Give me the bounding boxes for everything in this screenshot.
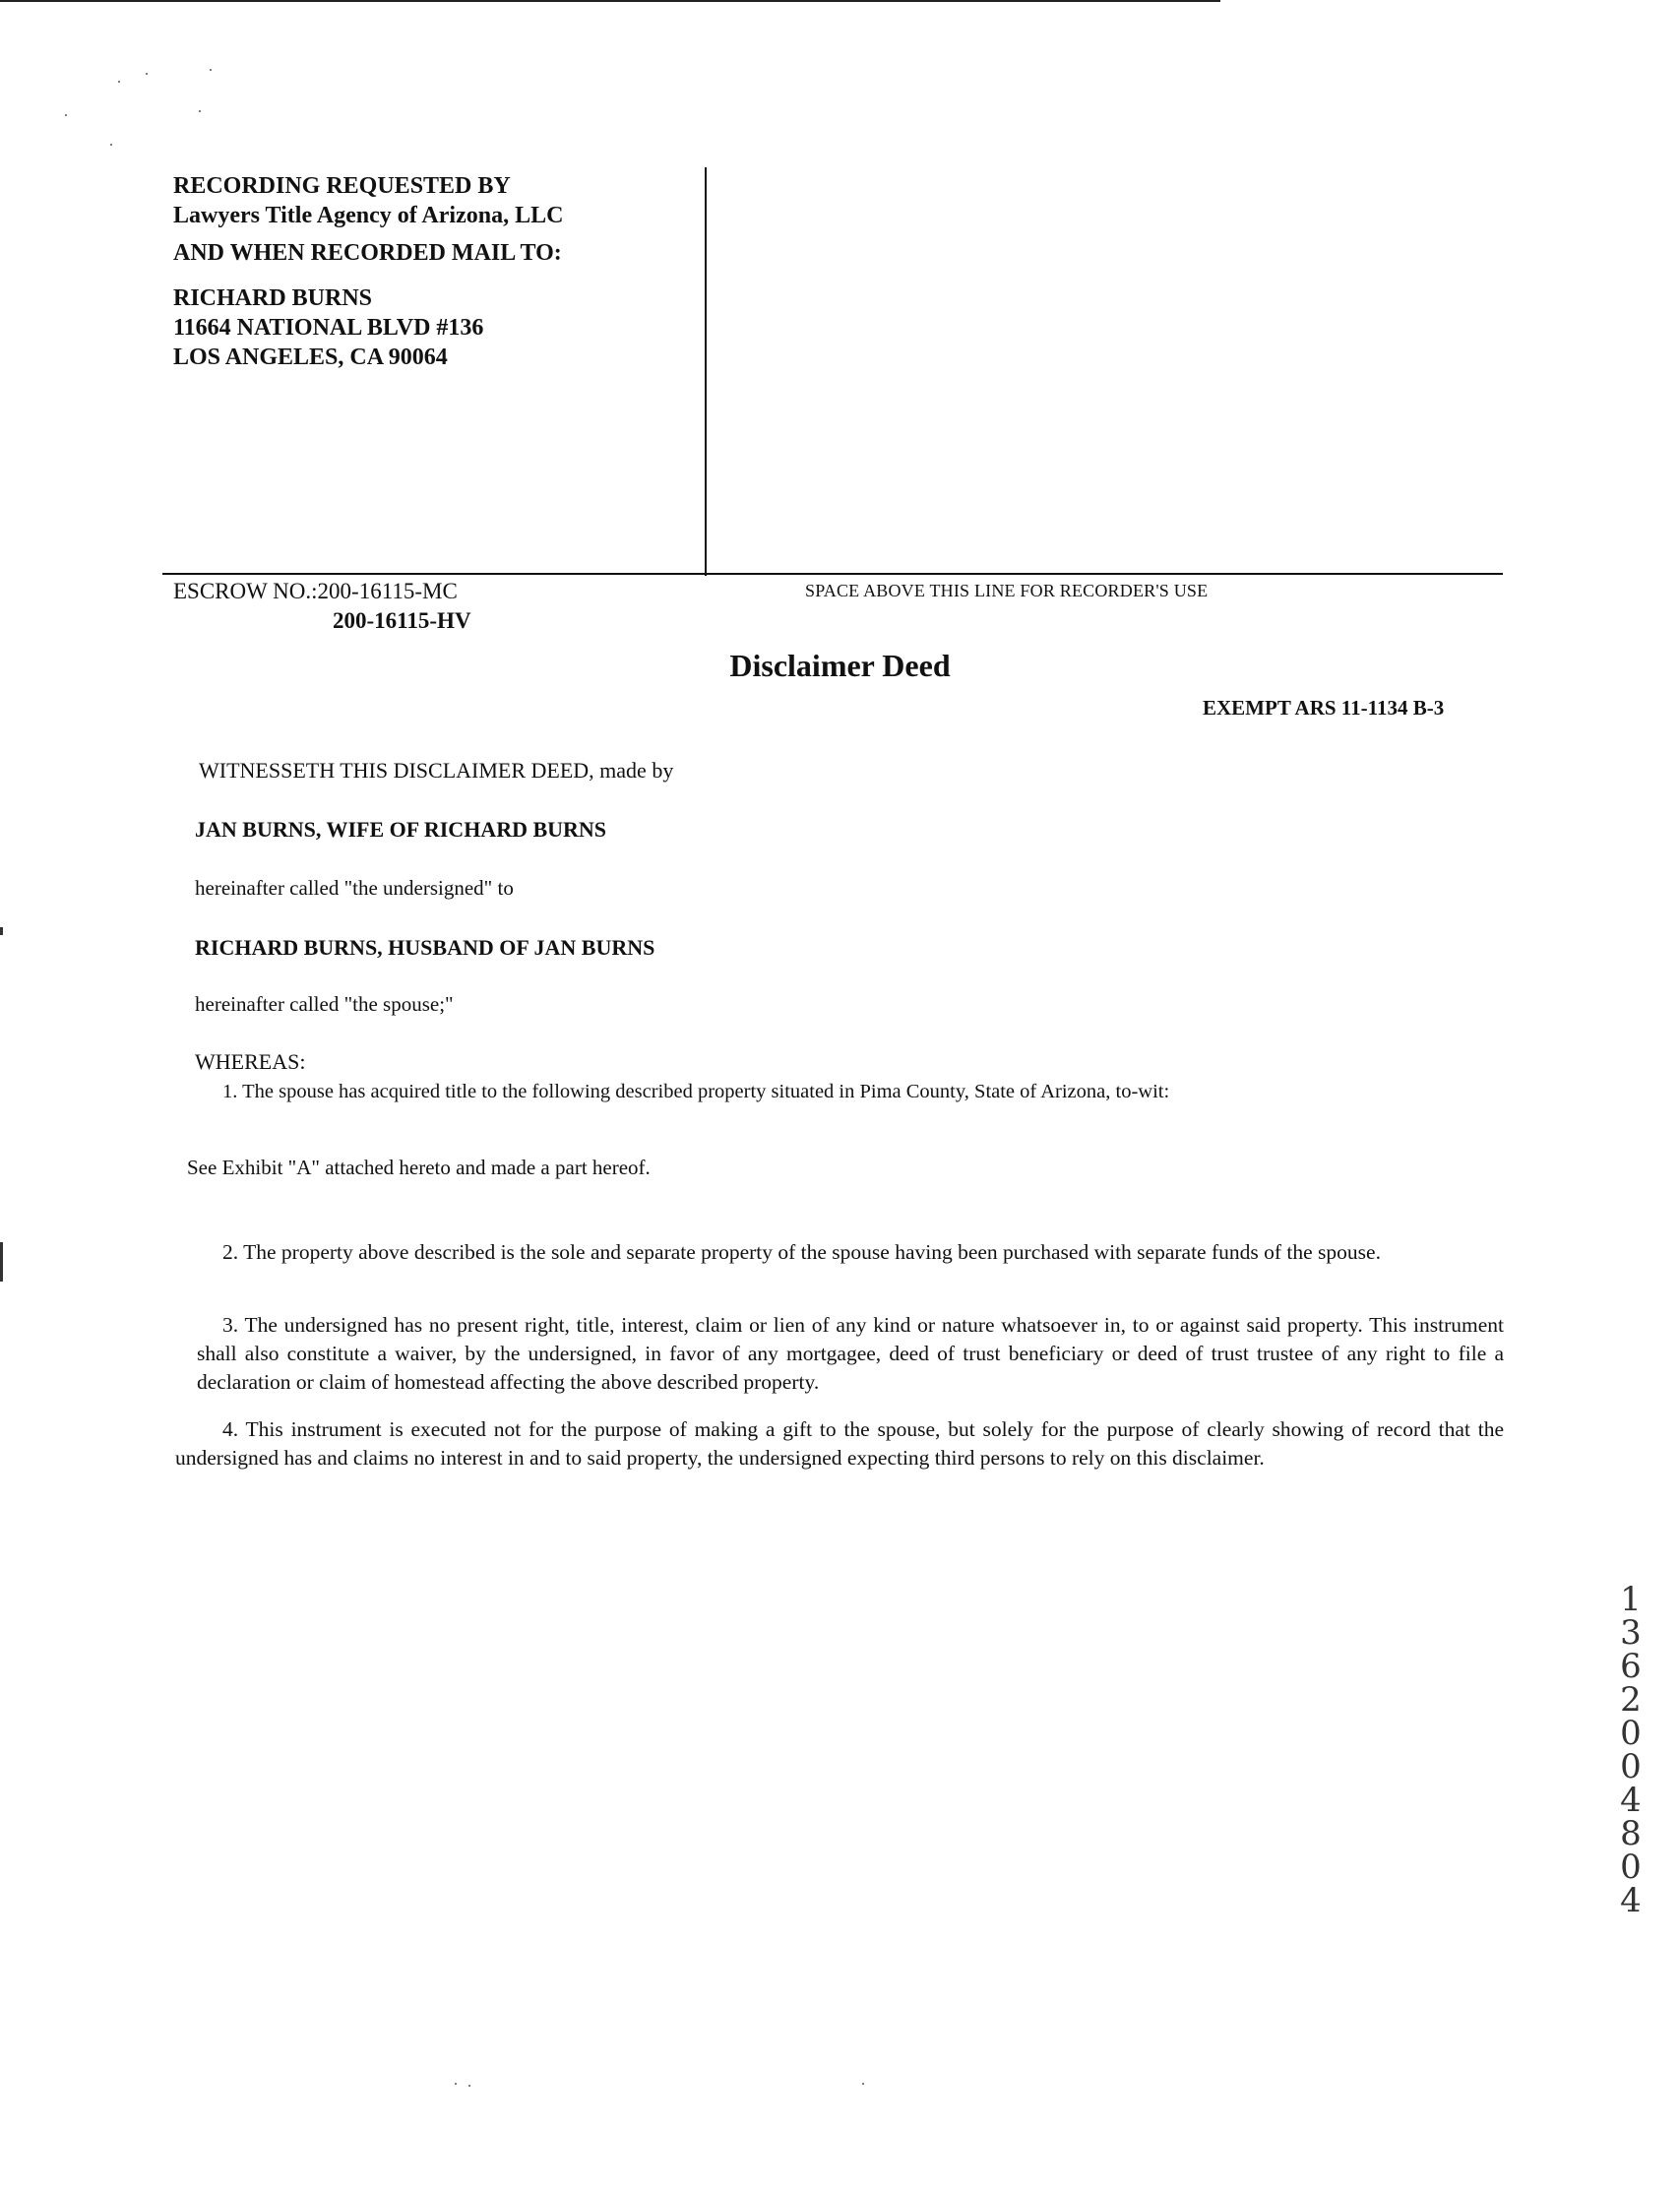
witnesseth-line: WITNESSETH THIS DISCLAIMER DEED, made by xyxy=(199,758,674,783)
recipient-name: RICHARD BURNS xyxy=(173,285,373,311)
recorder-use-note: SPACE ABOVE THIS LINE FOR RECORDER'S USE xyxy=(805,581,1209,600)
clause-2: 2. The property above described is the sole and separate property of the spouse having been purchased with separate funds of the spouse. xyxy=(222,1240,1381,1264)
grantor-name: JAN BURNS, WIFE OF RICHARD BURNS xyxy=(195,817,607,842)
scan-edge-mark xyxy=(0,1242,3,1282)
whereas-heading: WHEREAS: xyxy=(195,1049,306,1074)
scan-edge-mark xyxy=(0,927,3,935)
clause-1: 1. The spouse has acquired title to the following described property situated in Pima County, State of Arizona, to-wit: xyxy=(222,1081,1170,1102)
escrow-number-secondary: 200-16115-HV xyxy=(333,608,471,633)
agency-name: Lawyers Title Agency of Arizona, LLC xyxy=(173,203,564,228)
undersigned-note: hereinafter called "the undersigned" to xyxy=(195,876,514,900)
escrow-number: ESCROW NO.:200-16115-MC xyxy=(173,579,458,603)
clause-3: 3. The undersigned has no present right, title, interest, claim or lien of any kind or nature whatsoever in, to or against said property. This instrument shall also constitute a waiver, by the undersigned, in favor of any mortgagee, deed of trust beneficiary or deed of trust trustee of any right to file a declaration or claim of homestead affecting the above described property. xyxy=(197,1313,1504,1394)
clause-4: 4. This instrument is executed not for the purpose of making a gift to the spouse, but solely for the purpose of clearly showing of record that the undersigned has and claims no interest in and to said property, the undersigned expecting third persons to rely on this disclaimer. xyxy=(175,1417,1504,1470)
recorder-box-divider xyxy=(705,167,707,576)
grantee-name: RICHARD BURNS, HUSBAND OF JAN BURNS xyxy=(195,935,655,960)
recipient-address-line1: 11664 NATIONAL BLVD #136 xyxy=(173,315,484,341)
when-recorded-mail-to: AND WHEN RECORDED MAIL TO: xyxy=(173,240,562,266)
recording-stamp-number: 13620 04804 xyxy=(1620,1580,1642,1920)
recipient-address-line2: LOS ANGELES, CA 90064 xyxy=(173,345,448,370)
recording-requested-by: RECORDING REQUESTED BY xyxy=(173,173,511,199)
spouse-note: hereinafter called "the spouse;" xyxy=(195,992,454,1016)
recorder-space-line xyxy=(162,573,1503,575)
top-border-rule xyxy=(0,0,1220,2)
document-title: Disclaimer Deed xyxy=(729,648,951,683)
exhibit-reference: See Exhibit "A" attached hereto and made a part hereof. xyxy=(187,1156,651,1179)
exempt-statute: EXEMPT ARS 11-1134 B-3 xyxy=(1203,696,1445,720)
